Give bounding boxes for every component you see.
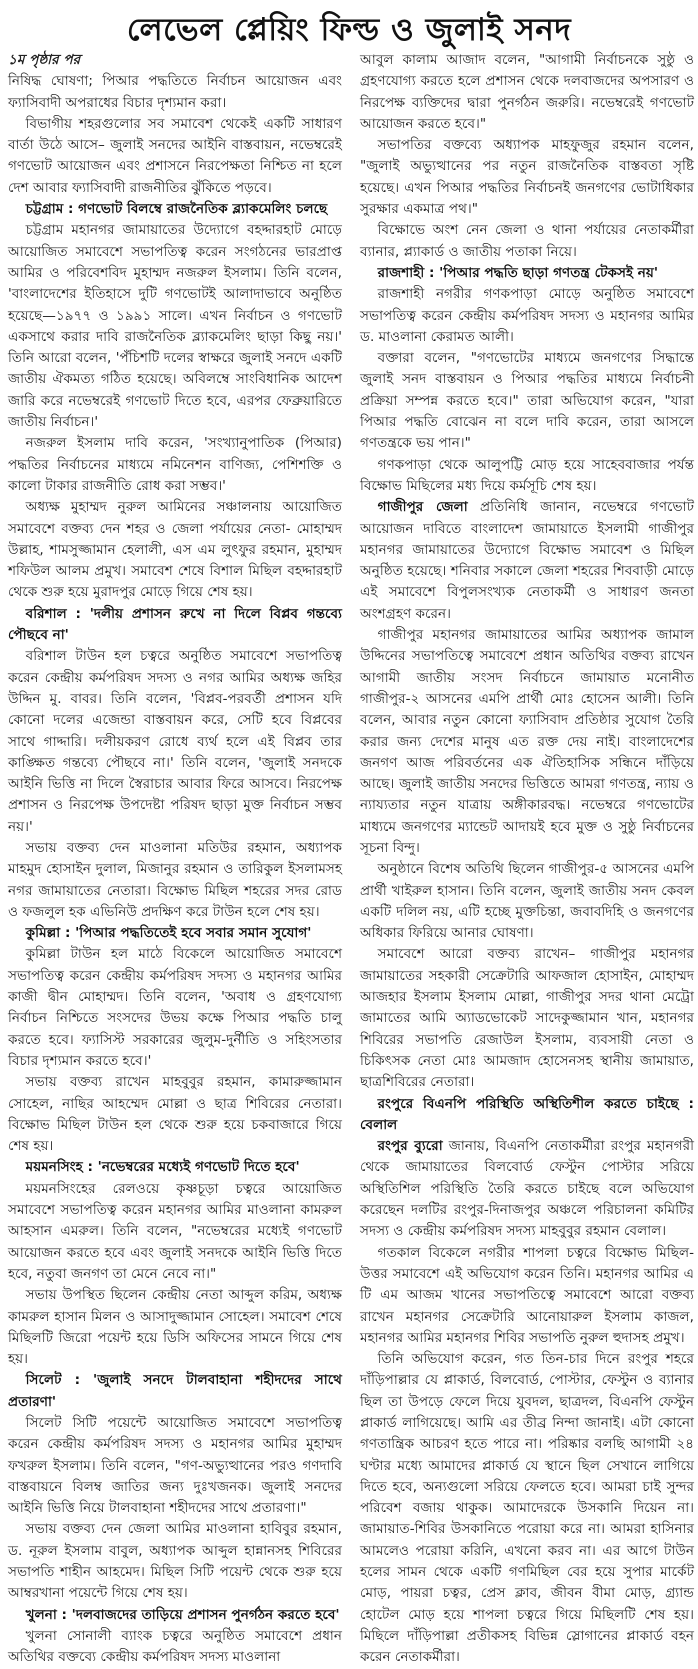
paragraph: অনুষ্ঠানে বিশেষ অতিথি ছিলেন গাজীপুর-৫ আসনের এমপি প্রার্থী খাইরুল হাসান। তিনি বলেন, জুলাই জাতীয় সনদ কেবল একটি দলিল নয়, এটি হচ্ছে মুক্তচিন্তা, জবাবদিহি ও জনগণের অধিকার ফিরিয়ে আনার ঘোষণা। xyxy=(360,861,694,942)
paragraph xyxy=(360,1136,694,1242)
paragraph xyxy=(360,497,694,625)
subheading: বরিশাল : 'দলীয় প্রশাসন রুখে না দিলে বিপ্লব গন্তব্যে পৌছবে না' xyxy=(8,605,342,644)
subheading: সিলেট : 'জুলাই সনদে টালবাহানা শহীদদের সাথে প্রতারণা' xyxy=(8,1372,342,1410)
continued-from-label: ১ম পৃষ্ঠার পর xyxy=(8,52,81,68)
paragraph: তিনি অভিযোগ করেন, গত তিন-চার দিনে রংপুর শহরে দাঁড়িপাল্লার যে প্লাকার্ড, বিলবোর্ড, পোস্টার, ফেস্টুন ও ব্যানার ছিল তা উপড়ে ফেলে দিয়ে যুবদল, ছাত্রদল, বিএনপি ফেস্টুন প্লাকার্ড লাগিয়েছে। আমি এর তীব্র নিন্দা জানাই। এটা কোনো গণতান্ত্রিক আচরণ হতে পারে না। পরিষ্কার বলছি আগামী ২৪ ঘণ্টার মধ্যে আমাদের প্লাকার্ড যে স্থানে ছিল সেখানে লাগিয়ে দিতে হবে, অন্যগুলো সরিয়ে ফেলতে হবে। আমরা চাই সুন্দর পরিবেশ বজায় থাকুক। আমাদেরকে উসকানি দিয়েন না। জামায়াত-শিবির উসকানিতে পরোয়া করে না। আমরা হাসিনার আমলেও পরোয়া করিনি, এখনো করব না। এর আগে টাউন হলের সামন থেকে একটি গণমিছিল বের হয়ে সুপার মার্কেট মোড়, পায়রা চত্বর, প্রেস ক্লাব, জীবন বীমা মোড়, গ্র্যান্ড হোটেল মোড় হয়ে শাপলা চত্বরে গিয়ে মিছিলটি শেষ হয়। মিছিলে দাঁড়িপাল্লা প্রতীকসহ বিভিন্ন স্লোগানের প্লাকার্ড বহন করেন নেতাকর্মীরা। xyxy=(360,1351,694,1666)
paragraph: রাজশাহী নগরীর গণকপাড়া মোড়ে অনুষ্ঠিত সমাবেশে সভাপতিত্ব করেন কেন্দ্রীয় কর্মপরিষদ সদস্য ও মহানগর আমির ড. মাওলানা কেরামত আলী। xyxy=(360,286,694,345)
dateline: রংপুর ব্যুরো xyxy=(377,1138,443,1155)
paragraph: বরিশাল টাউন হল চত্বরে অনুষ্ঠিত সমাবেশে সভাপতিত্ব করেন কেন্দ্রীয় কর্মপরিষদ সদস্য ও নগর আমির অধ্যক্ষ জহির উদ্দিন মু. বাবর। তিনি বলেন, 'বিপ্লব-পরবর্তী প্রশাসন যদি কোনো দলের এজেন্ডা বাস্তবায়ন করে, সেটি হবে বিপ্লবের সাথে গাদ্দারি। দলীয়করণ রোধে ব্যর্থ হলে এই বিপ্লব তার কাঙ্ক্ষিত গন্তব্যে পৌছবে না।' তিনি বলেন, 'জুলাই সনদকে আইনি ভিত্তি না দিলে স্বৈরাচার আবার ফিরে আসবে। নিরপেক্ষ প্রশাসন ও নিরপেক্ষ উপদেষ্টা পরিষদ ছাড়া মুক্ত নির্বাচন সম্ভব নয়।' xyxy=(8,648,342,835)
right-column xyxy=(360,50,694,1669)
paragraph: কুমিল্লা টাউন হল মাঠে বিকেলে আয়োজিত সমাবেশে সভাপতিত্ব করেন কেন্দ্রীয় কর্মপরিষদ সদস্য ও মহানগর আমির কাজী দ্বীন মোহাম্মদ। তিনি বলেন, 'অবাধ ও গ্রহণযোগ্য নির্বাচন নিশ্চিতে সংসদের উভয় কক্ষে পিআর পদ্ধতি চালু করতে হবে। ফ্যাসিস্ট সরকারের জুলুম-দুর্নীতি ও সহিংসতার বিচার দৃশ্যমান করতে হবে।' xyxy=(8,946,342,1069)
paragraph: গণকপাড়া থেকে আলুপট্টি মোড় হয়ে সাহেববাজার পর্যন্ত বিক্ষোভ মিছিলের মধ্য দিয়ে কর্মসূচি শেষ হয়। xyxy=(360,456,694,494)
paragraph: বিক্ষোভে অংশ নেন জেলা ও থানা পর্যায়ের নেতাকর্মীরা ব্যানার, প্ল্যাকার্ড ও জাতীয় পতাকা নিয়ে। xyxy=(360,222,694,260)
subheading: রাজশাহী : 'পিআর পদ্ধতি ছাড়া গণতন্ত্র টেকসই নয়' xyxy=(377,264,659,281)
subheading: ময়মনসিংহ : 'নভেম্বরের মধ্যেই গণভোট দিতে হবে' xyxy=(25,1159,300,1176)
paragraph: নিষিদ্ধ ঘোষণা; পিআর পদ্ধতিতে নির্বাচন আয়োজন এবং ফ্যাসিবাদী অপরাধের বিচার দৃশ্যমান করা। xyxy=(8,73,342,111)
subheading: খুলনা : 'দলবাজদের তাড়িয়ে প্রশাসন পুনর্গঠন করতে হবে' xyxy=(25,1606,340,1623)
paragraph: বিভাগীয় শহরগুলোর সব সমাবেশ থেকেই একটি সাধারণ বার্তা উঠে আসে– জুলাই সনদের আইনি বাস্তবায়ন, নভেম্বরেই গণভোট আয়োজন এবং প্রশাসনে নিরপেক্ষতা নিশ্চিত না হলে দেশ আবার ফ্যাসিবাদী রাজনীতির ঝুঁকিতে পড়বে। xyxy=(8,115,342,196)
paragraph: সমাবেশে আরো বক্তব্য রাখেন– গাজীপুর মহানগর জামায়াতের সহকারী সেক্রেটারি আফজাল হোসাইন, মোহাম্মদ আজহার ইসলাম ইসলাম মোল্লা, গাজীপুর সদর থানা মেট্রো জামাতের আমি অ্যাডভোকেট সাদেকুজ্জামান খান, মহানগর শিবিরের সভাপতি রেজাউল ইসলাম, ব্যবসায়ী নেতা ও চিকিৎসক নেতা মোঃ আমজাদ হোসেনসহ স্থানীয় জামায়াত, ছাত্রশিবিরের নেতারা। xyxy=(360,946,694,1091)
article-body xyxy=(0,50,698,1669)
paragraph: অধ্যক্ষ মুহাম্মদ নুরুল আমিনের সঞ্চালনায় আয়োজিত সমাবেশে বক্তব্য দেন শহর ও জেলা পর্যায়ের নেতা- মোহাম্মদ উল্লাহ, শামসুজ্জামান হেলালী, এস এম লুৎফুর রহমান, মুহাম্মদ শফিউল আলম প্রমুখ। সমাবেশ শেষে বিশাল মিছিল বহদ্দারহাট থেকে শুরু হয়ে মুরাদপুর মোড়ে গিয়ে শেষ হয়। xyxy=(8,499,342,601)
paragraph-text: প্রতিনিধি জানান, নভেম্বরে গণভোট আয়োজন দাবিতে বাংলাদেশ জামায়াতে ইসলামী গাজীপুর মহানগর জামায়াতের উদ্যোগে বিক্ষোভ সমাবেশ ও মিছিল অনুষ্ঠিত হয়েছে। শনিবার সকালে জেলা শহরের শিববাড়ী মোড়ে এই সমাবেশে বিপুলসংখ্যক নেতাকর্মী ও সাধারণ জনতা অংশগ্রহণ করেন। xyxy=(360,499,694,622)
paragraph: চট্টগ্রাম মহানগর জামায়াতের উদ্যোগে বহদ্দারহাট মোড়ে আয়োজিত সমাবেশে সভাপতিত্ব করেন সংগঠনের ভারপ্রাপ্ত আমির ও পরিবেশবিদ মুহাম্মদ নজরুল ইসলাম। তিনি বলেন, 'বাংলাদেশের ইতিহাসে দুটি গণভোটই আলাদাভাবে অনুষ্ঠিত হয়েছে—১৯৭৭ ও ১৯৯১ সালে। এখন নির্বাচন ও গণভোট একসাথে করার দাবি রাজনৈতিক ব্ল্যাকমেলিং ছাড়া কিছু নয়।' তিনি আরো বলেন, 'পঁচিশটি দলের স্বাক্ষরে জুলাই সনদে একটি জাতীয় ঐকমত্য গঠিত হয়েছে। অবিলম্বে সাংবিধানিক আদেশ জারি করে নভেম্বরেই গণভোট দিতে হবে, এরপর ফেব্রুয়ারিতে জাতীয় নির্বাচন।' xyxy=(8,222,342,431)
subheading: কুমিল্লা : 'পিআর পদ্ধতিতেই হবে সবার সমান সুযোগ' xyxy=(25,925,312,942)
subheading: রংপুরে বিএনপি পরিস্থিতি অস্থিতিশীল করতে চাইছে : বেলাল xyxy=(360,1095,694,1133)
paragraph: সভায় বক্তব্য দেন জেলা আমির মাওলানা হাবিবুর রহমান, ড. নূরুল ইসলাম বাবুল, অধ্যাপক আব্দুল হান্নানসহ শিবিরের সভাপতি শাহীন আহমেদ। মিছিল সিটি পয়েন্ট থেকে শুরু হয়ে আম্বরখানা পয়েন্টে গিয়ে শেষ হয়। xyxy=(8,1521,342,1602)
paragraph: বক্তারা বলেন, "গণভোটের মাধ্যমে জনগণের সিদ্ধান্তে জুলাই সনদ বাস্তবায়ন ও পিআর পদ্ধতির মাধ্যমে নির্বাচনী প্রক্রিয়া সম্পন্ন করতে হবে।" তারা অভিযোগ করেন, "যারা পিআর পদ্ধতি বোঝেন না বলে দাবি করেন, তারা আসলে গণতন্ত্রকে ভয় পান।" xyxy=(360,350,694,452)
paragraph: সভায় উপস্থিত ছিলেন কেন্দ্রীয় নেতা আব্দুল করিম, অধ্যক্ষ কামরুল হাসান মিলন ও আসাদুজ্জামান সোহেল। সমাবেশ শেষে মিছিলটি জিরো পয়েন্ট হয়ে ডিসি অফিসের সামনে গিয়ে শেষ হয়। xyxy=(8,1287,342,1368)
paragraph: আবুল কালাম আজাদ বলেন, "আগামী নির্বাচনকে সুষ্ঠু ও গ্রহণযোগ্য করতে হলে প্রশাসন থেকে দলবাজদের অপসারণ ও নিরপেক্ষ ব্যক্তিদের দ্বারা পুনর্গঠন জরুরি। নভেম্বরেই গণভোট আয়োজন করতে হবে।" xyxy=(360,52,694,132)
paragraph: নজরুল ইসলাম দাবি করেন, 'সংখ্যানুপাতিক (পিআর) পদ্ধতির নির্বাচনের মাধ্যমে নমিনেশন বাণিজ্য, পেশিশক্তি ও কালো টাকার রাজনীতি রোধ করা সম্ভব।' xyxy=(8,435,342,494)
headline: লেভেল প্লেয়িং ফিল্ড ও জুলাই সনদ xyxy=(126,12,572,48)
paragraph: ময়মনসিংহের রেলওয়ে কৃষ্ণচূড়া চত্বরে আয়োজিত সমাবেশে সভাপতিত্ব করেন মহানগর আমির মাওলানা কামরুল আহসান এমরুল। তিনি বলেন, "নভেম্বরের মধ্যেই গণভোট আয়োজন করতে হবে এবং জুলাই সনদকে আইনি ভিত্তি দিতে হবে, নতুবা জনগণ তা মেনে নেবে না।" xyxy=(8,1180,342,1282)
left-column xyxy=(8,50,342,1669)
paragraph: গতকাল বিকেলে নগরীর শাপলা চত্বরে বিক্ষোভ মিছিল-উত্তর সমাবেশে এই অভিযোগ করেন তিনি। মহানগর আমির এ টি এম আজম খানের সভাপতিত্বে সমাবেশে আরো বক্তব্য রাখেন মহানগর সেক্রেটারি আনোয়ারুল ইসলাম কাজল, মহানগর আমির মহানগর শিবির সভাপতি নুরুল হুদাসহ প্রমুখ। xyxy=(360,1244,694,1346)
dateline: গাজীপুর জেলা xyxy=(377,499,468,516)
paragraph: সিলেট সিটি পয়েন্টে আয়োজিত সমাবেশে সভাপতিত্ব করেন কেন্দ্রীয় কর্মপরিষদ সদস্য ও মহানগর আমির মুহাম্মদ ফখরুল ইসলাম। তিনি বলেন, "গণ-অভ্যুত্থানের পরও গণদাবি বাস্তবায়নে বিলম্ব জাতির জন্য দুঃখজনক। জুলাই সনদের আইনি ভিত্তি নিয়ে টালবাহানা শহীদদের সাথে প্রতারণা।" xyxy=(8,1415,342,1517)
paragraph: সভায় বক্তব্য দেন মাওলানা মতিউর রহমান, অধ্যাপক মাহমুদ হোসাইন দুলাল, মিজানুর রহমান ও তারিকুল ইসলামসহ নগর জামায়াতের নেতারা। বিক্ষোভ মিছিল শহরের সদর রোড ও ফজলুল হক এভিনিউ প্রদক্ষিণ করে টাউন হলে শেষ হয়। xyxy=(8,839,342,920)
paragraph: সভায় বক্তব্য রাখেন মাহবুবুর রহমান, কামারুজ্জামান সোহেল, নাছির আহম্মেদ মোল্লা ও ছাত্র শিবিরের নেতারা। বিক্ষোভ মিছিল টাউন হল থেকে শুরু হয়ে চকবাজারে গিয়ে শেষ হয়। xyxy=(8,1074,342,1155)
paragraph: সভাপতির বক্তব্যে অধ্যাপক মাহফুজুর রহমান বলেন, "জুলাই অভ্যুত্থানের পর নতুন রাজনৈতিক বাস্তবতা সৃষ্টি হয়েছে। এখন পিআর পদ্ধতির নির্বাচনই জনগণের ভোটাধিকার সুরক্ষার একমাত্র পথ।" xyxy=(360,137,694,218)
paragraph-text: জানায়, বিএনপি নেতাকর্মীরা রংপুর মহানগরী থেকে জামায়াতের বিলবোর্ড ফেস্টুন পোস্টার সরিয়ে অস্থিতিশিল পরিস্থিতি তৈরি করতে চাইছে বলে অভিযোগ করেছেন দলটির রংপুর-দিনাজপুর অঞ্চলে পরিচালনা কমিটির সদস্য ও কেন্দ্রীয় কর্মপরিষদ সদস্য মাহবুবুর রহমান বেলাল। xyxy=(360,1138,695,1240)
subheading: চট্টগ্রাম : গণভোট বিলম্বে রাজনৈতিক ব্ল্যাকমেলিং চলছে xyxy=(25,201,328,218)
paragraph: খুলনা সোনালী ব্যাংক চত্বরে অনুষ্ঠিত সমাবেশে প্রধান অতিথির বক্তব্যে কেন্দ্রীয় কর্মপরিষদ সদস্য মাওলানা xyxy=(8,1627,342,1666)
paragraph: গাজীপুর মহানগর জামায়াতের আমির অধ্যাপক জামাল উদ্দিনের সভাপতিত্বে সমাবেশে প্রধান অতিথির বক্তব্য রাখেন আগামী জাতীয় সংসদ নির্বাচনে জামায়াত মনোনীত গাজীপুর-২ আসনের এমপি প্রার্থী মোঃ হোসেন আলী। তিনি বলেন, আবার নতুন কোনো ফ্যাসিবাদ প্রতিষ্ঠার সুযোগ তৈরি করার জন্য দেশের মানুষ এত রক্ত দেয় নাই। বাংলাদেশের জনগণ আজ পরিবর্তনের এক ঐতিহাসিক সন্ধিনে দাঁড়িয়ে আছে। জুলাই জাতীয় সনদের ভিত্তিতে আমরা গণতন্ত্র, ন্যায় ও ন্যায্যতার নতুন যাত্রায় অঙ্গীকারবদ্ধ। নভেম্বরে গণভোটের মাধ্যমে জনগণের ম্যান্ডেট আদায়ই হবে মুক্ত ও সুষ্ঠু নির্বাচনের সূচনা বিন্দু। xyxy=(360,627,694,856)
